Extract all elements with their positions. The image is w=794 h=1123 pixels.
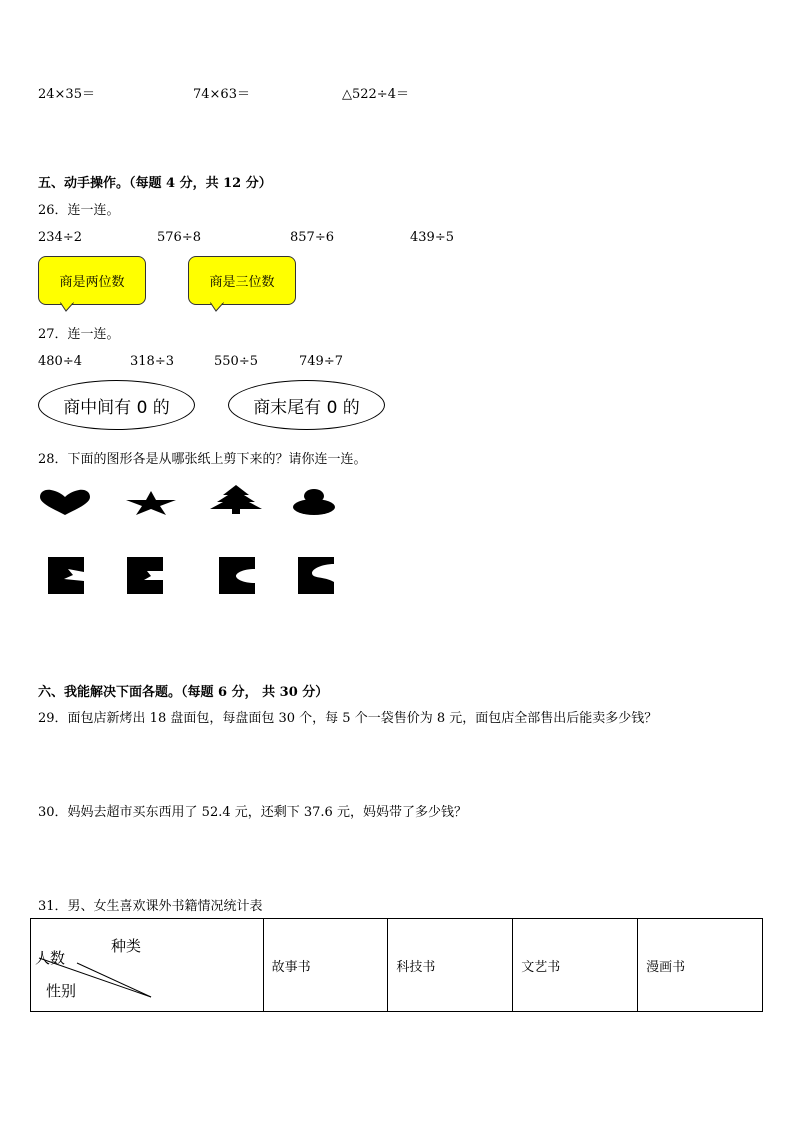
paper-arc-icon — [219, 557, 255, 594]
section6-title: 六、我能解决下面各题。（每题 6 分， 共 30 分） — [38, 685, 329, 700]
header-category: 种类 — [111, 937, 142, 955]
header-count: 人数 — [35, 949, 66, 967]
q29-text: 29．面包店新烤出 18 盘面包，每盘面包 30 个，每 5 个一袋售价为 8 元，面包店全部售出后能卖多少钱？ — [38, 711, 658, 726]
bubble-pointer-icon — [60, 302, 74, 312]
computation-2: 74×63＝ — [193, 87, 250, 102]
bubble-two-digit — [38, 256, 146, 305]
section5-title: 五、动手操作。（每题 4 分，共 12 分） — [38, 176, 272, 191]
q27-expression: 749÷7 — [299, 354, 343, 369]
q26-expression: 576÷8 — [157, 230, 201, 245]
oval-label: 商中间有 0 的 — [63, 397, 170, 418]
bubble-label: 商是三位数 — [209, 275, 275, 290]
q26-expression: 857÷6 — [290, 230, 334, 245]
q27-label: 27．连一连。 — [38, 327, 120, 342]
oval-end-zero — [228, 380, 385, 430]
paper-zigzag-icon — [48, 557, 84, 594]
star-icon — [125, 490, 177, 516]
q26-expression: 234÷2 — [38, 230, 82, 245]
computation-1: 24×35＝ — [38, 87, 95, 102]
bubble-three-digit — [188, 256, 296, 305]
header-gender: 性别 — [46, 982, 77, 1000]
table-header-diagonal-cell — [31, 919, 264, 1012]
table-column-header: 文艺书 — [513, 919, 638, 1012]
q26-expression: 439÷5 — [410, 230, 454, 245]
arrow-tree-icon — [209, 484, 263, 514]
cloud-icon — [292, 488, 336, 516]
heart-icon — [38, 488, 92, 516]
oval-middle-zero — [38, 380, 195, 430]
paper-step-icon — [127, 557, 163, 594]
q27-expression: 318÷3 — [130, 354, 174, 369]
table-column-header: 科技书 — [388, 919, 513, 1012]
q26-label: 26．连一连。 — [38, 203, 120, 218]
q31-title: 31．男、女生喜欢课外书籍情况统计表 — [38, 899, 263, 914]
q30-text: 30．妈妈去超市买东西用了 52.4 元，还剩下 37.6 元，妈妈带了多少钱？ — [38, 805, 467, 820]
q27-expression: 480÷4 — [38, 354, 82, 369]
q28-label: 28．下面的图形各是从哪张纸上剪下来的？请你连一连。 — [38, 452, 367, 467]
table-column-header: 漫画书 — [638, 919, 763, 1012]
q27-expression: 550÷5 — [214, 354, 258, 369]
statistics-table — [30, 918, 763, 1012]
bubble-label: 商是两位数 — [59, 275, 125, 290]
bubble-pointer-icon — [210, 302, 224, 312]
oval-label: 商末尾有 0 的 — [253, 397, 360, 418]
paper-wave-icon — [298, 557, 334, 594]
table-column-header: 故事书 — [263, 919, 388, 1012]
computation-3: △522÷4＝ — [342, 87, 409, 102]
